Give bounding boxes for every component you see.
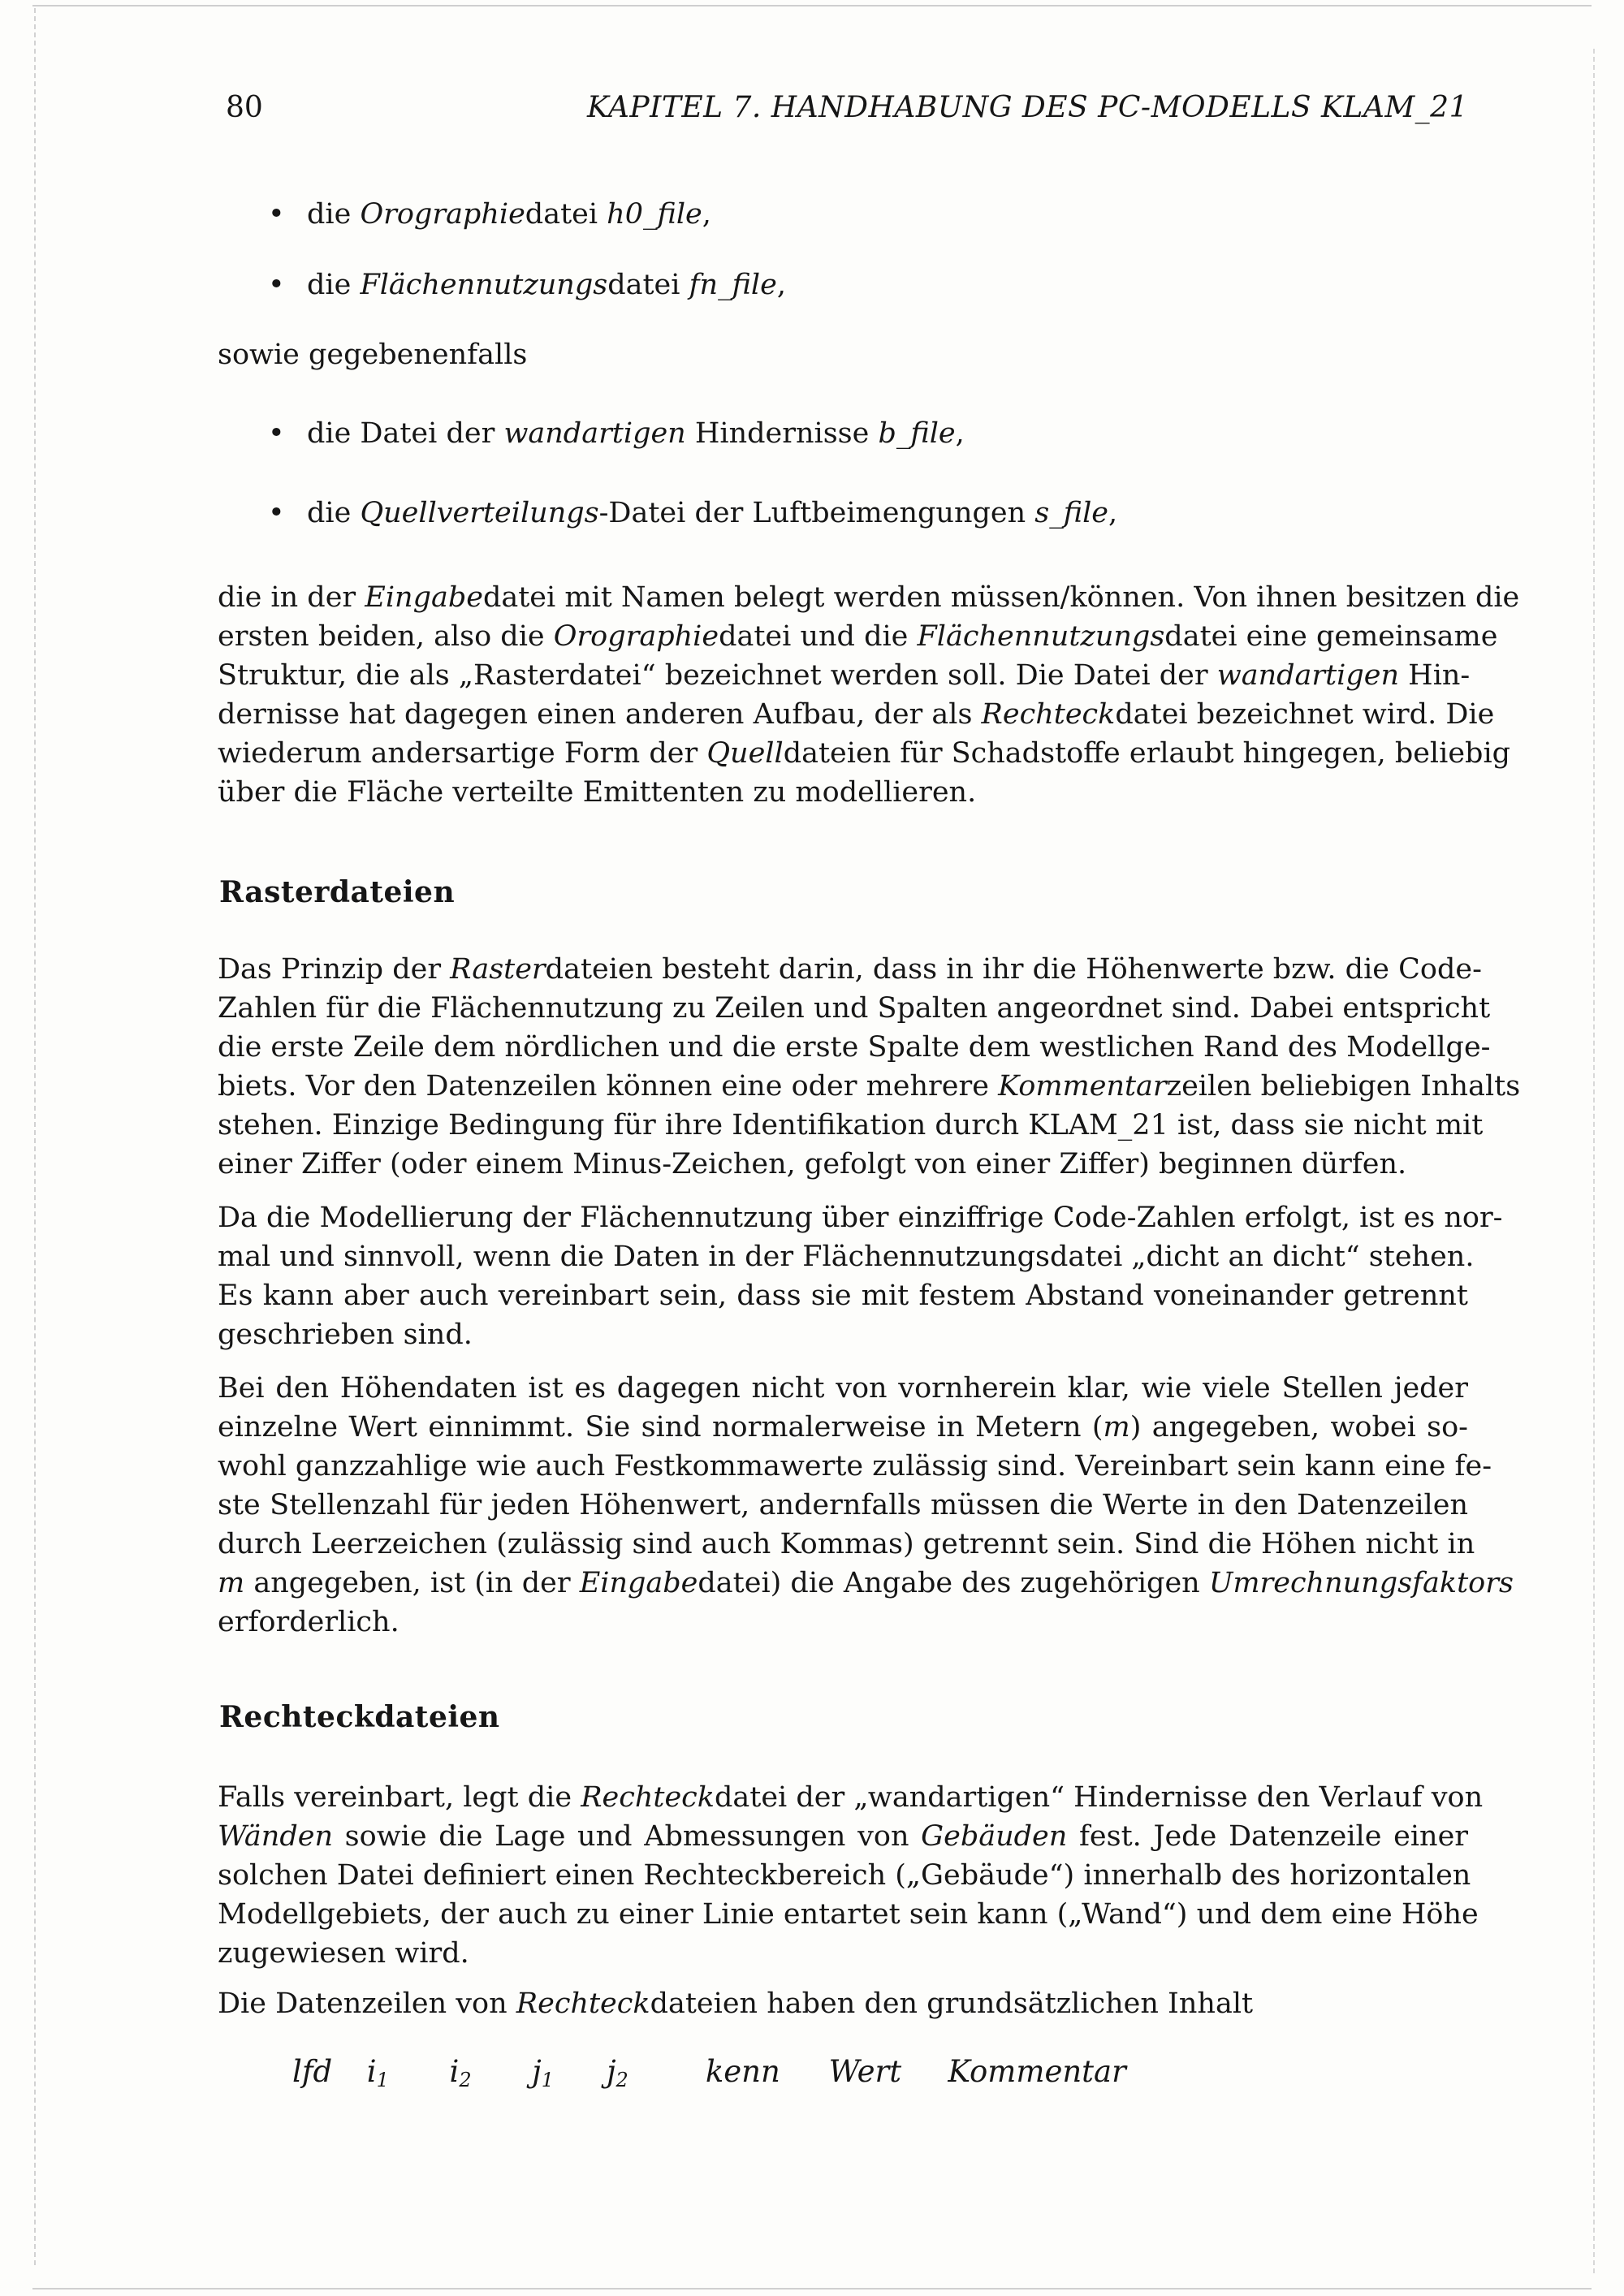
paragraph-line: sowie gegebenenfalls — [218, 339, 528, 371]
paragraph-line: stehen. Einzige Bedingung für ihre Identifikation durch KLAM_21 ist, dass sie nicht mit — [218, 1109, 1484, 1142]
scan-edge-top — [32, 5, 1592, 6]
paragraph-line: Struktur, die als „Rasterdatei“ bezeichnet werden soll. Die Datei der wandartigen Hin- — [218, 659, 1471, 692]
file-name: h0_file — [607, 198, 702, 231]
field-kommentar: Kommentar — [948, 2054, 1126, 2089]
paragraph-line: Es kann aber auch vereinbart sein, dass sie mit festem Abstand voneinander getrennt — [218, 1280, 1468, 1312]
paragraph-line: die in der Eingabedatei mit Namen belegt werden müssen/können. Von ihnen besitzen die — [218, 581, 1520, 614]
file-name: s_file — [1034, 497, 1108, 529]
paragraph-line: Wänden sowie die Lage und Abmessungen von Gebäuden fest. Jede Datenzeile einer — [218, 1820, 1469, 1853]
field-j2: $j_2$ — [607, 2054, 628, 2091]
paragraph-line: dernisse hat dagegen einen anderen Aufbau, der als Rechteckdatei bezeichnet wird. Die — [218, 698, 1495, 731]
paragraph-line: geschrieben sind. — [218, 1318, 473, 1351]
running-title: KAPITEL 7. HANDHABUNG DES PC-MODELLS KLAM_21 — [586, 91, 1468, 124]
paragraph-line: Falls vereinbart, legt die Rechteckdatei der „wandartigen“ Hindernisse den Verlauf von — [218, 1781, 1484, 1814]
paragraph-line: zugewiesen wird. — [218, 1937, 469, 1970]
paragraph-line: die erste Zeile dem nördlichen und die erste Spalte dem westlichen Rand des Modellge- — [218, 1031, 1491, 1064]
file-name: fn_file — [689, 269, 777, 301]
paragraph-line: wohl ganzzahlige wie auch Festkommawerte zulässig sind. Vereinbart sein kann eine fe- — [218, 1450, 1492, 1482]
scan-edge-left — [34, 8, 36, 2265]
paragraph-line: über die Fläche verteilte Emittenten zu modellieren. — [218, 776, 977, 809]
data-line-format — [292, 2054, 1126, 2091]
paragraph-line: mal und sinnvoll, wenn die Daten in der Flächennutzungsdatei „dicht an dicht“ stehen. — [218, 1241, 1475, 1273]
paragraph-line: erforderlich. — [218, 1606, 400, 1638]
list-item: • die Datei der wandartigen Hindernisse b_file, — [268, 414, 965, 453]
field-i1: $i_1$ — [366, 2054, 389, 2091]
field-j1: $j_1$ — [532, 2054, 555, 2091]
scan-edge-right — [1593, 49, 1595, 2273]
paragraph-line: solchen Datei definiert einen Rechteckbereich („Gebäude“) innerhalb des horizontalen — [218, 1859, 1471, 1892]
paragraph-line: Da die Modellierung der Flächennutzung über einziffrige Code-Zahlen erfolgt, ist es nor- — [218, 1202, 1503, 1234]
list-item: • die Quellverteilungs-Datei der Luftbeimengungen s_file, — [268, 494, 1117, 533]
paragraph-line: Modellgebiets, der auch zu einer Linie entartet sein kann („Wand“) und dem eine Höhe — [218, 1898, 1479, 1931]
scan-edge-bottom — [32, 2288, 1592, 2290]
paragraph-line: m angegeben, ist (in der Eingabedatei) die Angabe des zugehörigen Umrechnungsfaktors — [218, 1567, 1514, 1599]
field-kenn: kenn — [705, 2054, 780, 2089]
list-item: • die Flächennutzungsdatei fn_file, — [268, 265, 786, 304]
field-lfd: lfd — [292, 2054, 333, 2089]
file-name: b_file — [878, 417, 956, 450]
list-item: • die Orographiedatei h0_file, — [268, 195, 711, 234]
paragraph-line: Die Datenzeilen von Rechteckdateien haben den grundsätzlichen Inhalt — [218, 1987, 1254, 2020]
section-heading: Rasterdateien — [219, 875, 456, 909]
page-number: 80 — [226, 91, 263, 124]
paragraph-line: Das Prinzip der Rasterdateien besteht darin, dass in ihr die Höhenwerte bzw. die Code- — [218, 953, 1482, 986]
field-i2: $i_2$ — [449, 2054, 472, 2091]
section-heading: Rechteckdateien — [219, 1700, 500, 1734]
field-wert: Wert — [828, 2054, 902, 2089]
paragraph-line: wiederum andersartige Form der Quelldateien für Schadstoffe erlaubt hingegen, beliebig — [218, 737, 1511, 770]
paragraph-line: Bei den Höhendaten ist es dagegen nicht von vornherein klar, wie viele Stellen jeder — [218, 1372, 1468, 1405]
page-header — [226, 91, 1468, 140]
paragraph-line: Zahlen für die Flächennutzung zu Zeilen und Spalten angeordnet sind. Dabei entspricht — [218, 992, 1491, 1025]
paragraph-line: ersten beiden, also die Orographiedatei und die Flächennutzungsdatei eine gemeinsame — [218, 620, 1498, 653]
paragraph-line: durch Leerzeichen (zulässig sind auch Kommas) getrennt sein. Sind die Höhen nicht in — [218, 1528, 1475, 1560]
paragraph-line: biets. Vor den Datenzeilen können eine oder mehrere Kommentarzeilen beliebigen Inhalts — [218, 1070, 1521, 1103]
paragraph-line: einer Ziffer (oder einem Minus-Zeichen, gefolgt von einer Ziffer) beginnen dürfen. — [218, 1148, 1407, 1180]
paragraph-line: einzelne Wert einnimmt. Sie sind normalerweise in Metern (m) angegeben, wobei so- — [218, 1411, 1468, 1444]
paragraph-line: ste Stellenzahl für jeden Höhenwert, andernfalls müssen die Werte in den Datenzeilen — [218, 1489, 1468, 1521]
